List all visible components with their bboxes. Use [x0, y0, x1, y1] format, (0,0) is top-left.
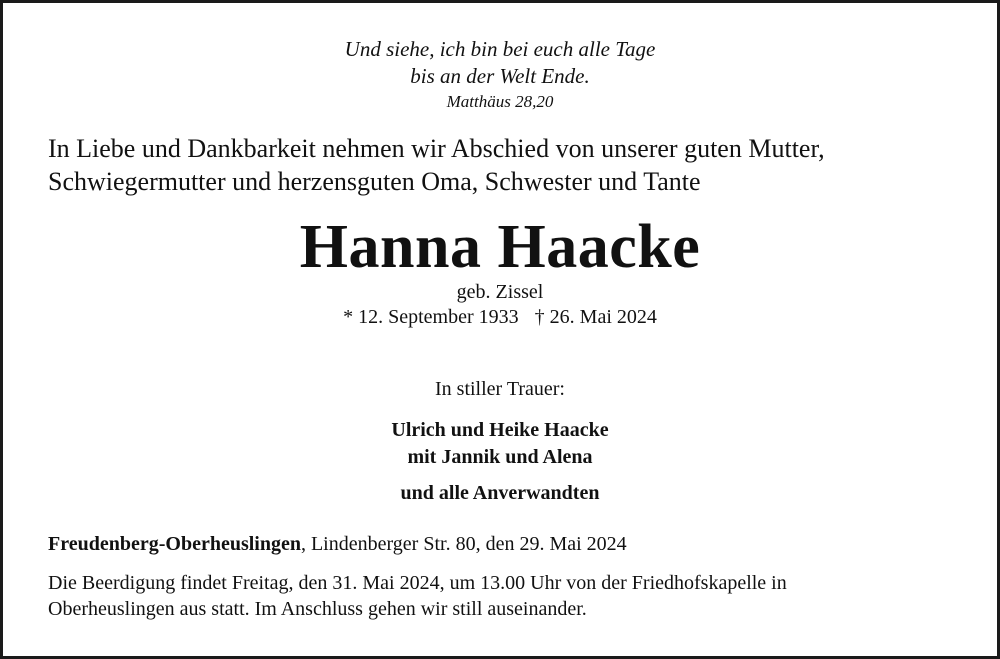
- death-date: † 26. Mai 2024: [534, 306, 657, 328]
- life-dates: [3, 305, 997, 329]
- mourners-line-1: Ulrich und Heike Haacke: [391, 419, 609, 441]
- verse-line-1: Und siehe, ich bin bei euch alle Tage: [344, 37, 656, 61]
- birth-name: geb. Zissel: [456, 281, 544, 303]
- birth-date: * 12. September 1933: [343, 306, 519, 328]
- address-place: Freudenberg-Oberheuslingen: [48, 533, 301, 555]
- deceased-name: Hanna Haacke: [299, 213, 701, 281]
- verse-line-2: bis an der Welt Ende.: [410, 64, 590, 88]
- address-details: , Lindenberger Str. 80, den 29. Mai 2024: [300, 533, 627, 555]
- funeral-line-2: Oberheuslingen aus statt. Im Anschluss gehen wir still auseinander.: [48, 598, 587, 620]
- verse-reference: Matthäus 28,20: [446, 92, 554, 111]
- address-line: [48, 532, 627, 556]
- mourners-line-2: mit Jannik und Alena: [407, 446, 593, 468]
- intro-line-1: In Liebe und Dankbarkeit nehmen wir Abschied von unserer guten Mutter,: [48, 134, 825, 163]
- mourners-heading: In stiller Trauer:: [435, 378, 565, 400]
- intro-line-2: Schwiegermutter und herzensguten Oma, Schwester und Tante: [48, 167, 701, 196]
- mourners-line-3: und alle Anverwandten: [400, 482, 600, 504]
- funeral-line-1: Die Beerdigung findet Freitag, den 31. Mai 2024, um 13.00 Uhr von der Friedhofskapelle in: [48, 572, 787, 594]
